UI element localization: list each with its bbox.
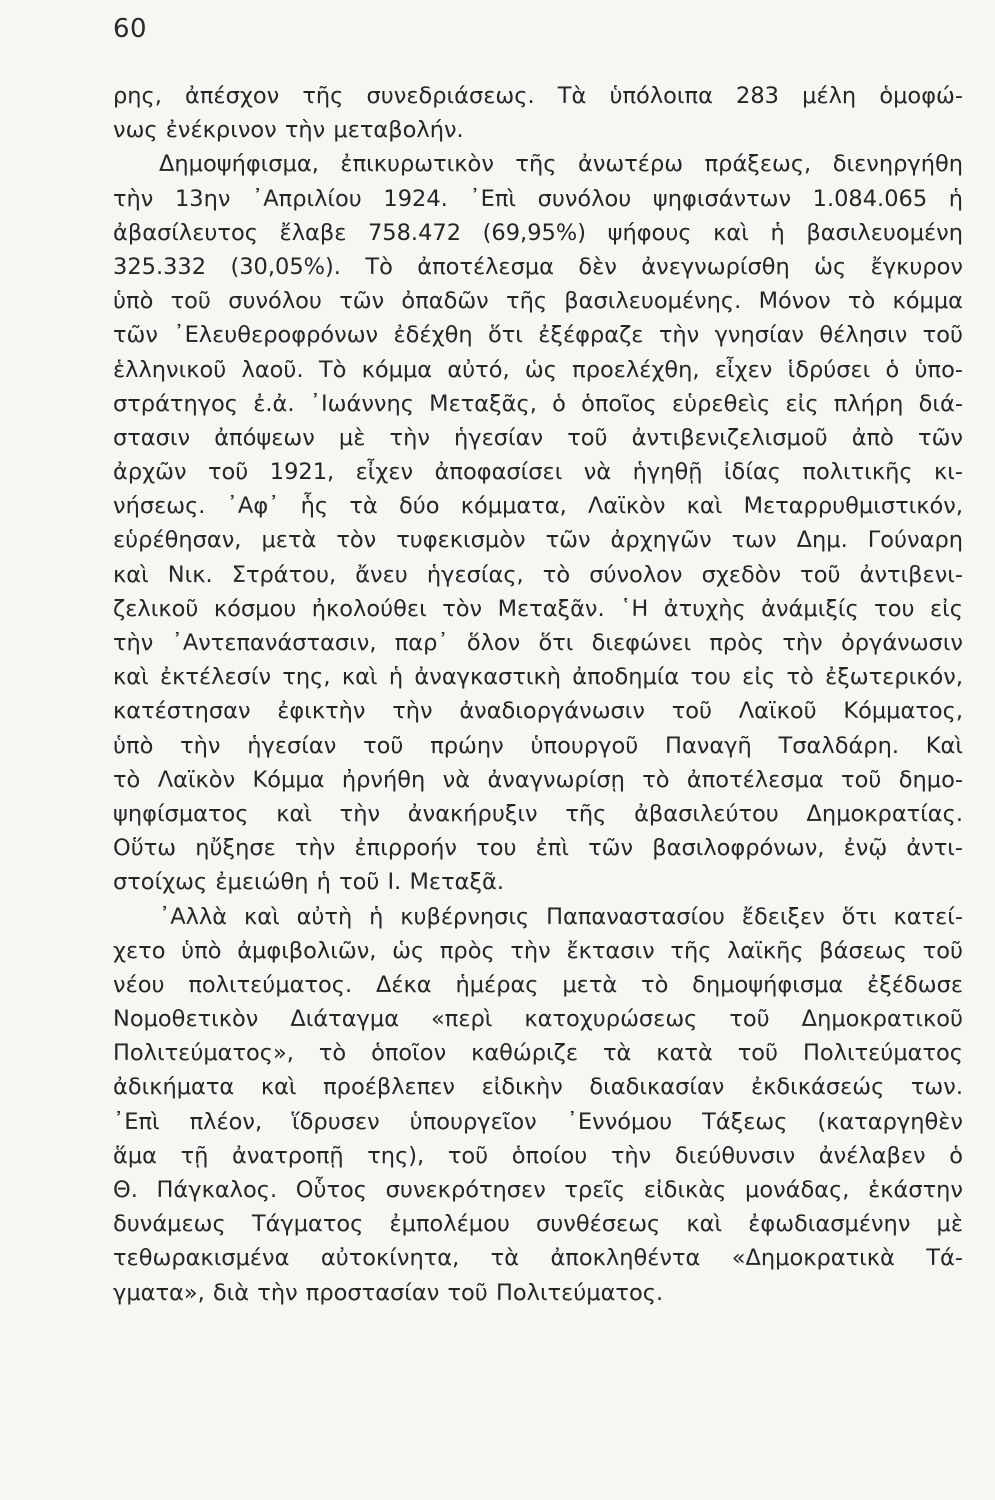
text-line: τῶν ᾿Ελευθεροφρόνων ἐδέχθη ὅτι ἐξέφραζε τὴν γνησίαν θέλησιν τοῦ bbox=[113, 322, 963, 349]
text-line: ψηφίσματος καὶ τὴν ἀνακήρυξιν τῆς ἀβασιλεύτου Δημοκρατίας. bbox=[113, 800, 963, 827]
text-line: Οὕτω ηὔξησε τὴν ἐπιρροήν του ἐπὶ τῶν βασιλοφρόνων, ἐνῷ ἀντι- bbox=[113, 835, 963, 862]
text-line: ᾿Επὶ πλέον, ἵδρυσεν ὑπουργεῖον ᾿Εννόμου Τάξεως (καταργηθὲν bbox=[113, 1108, 963, 1135]
page-number: 60 bbox=[113, 14, 148, 44]
text-line: Θ. Πάγκαλος. Οὗτος συνεκρότησεν τρεῖς εἰδικὰς μονάδας, ἑκάστην bbox=[113, 1177, 963, 1203]
body-text bbox=[113, 79, 963, 1310]
text-line: καὶ ἐκτέλεσίν της, καὶ ἡ ἀναγκαστικὴ ἀποδημία του εἰς τὸ ἐξωτερικόν, bbox=[113, 664, 963, 691]
text-line: ὑπὸ τοῦ συνόλου τῶν ὀπαδῶν τῆς βασιλευομένης. Μόνον τὸ κόμμα bbox=[113, 288, 963, 315]
text-line: νήσεως. ᾿Αφ᾿ ἧς τὰ δύο κόμματα, Λαϊκὸν καὶ Μεταρρυθμιστικόν, bbox=[113, 493, 963, 520]
text-line: στοίχως ἐμειώθη ἡ τοῦ Ι. Μεταξᾶ. bbox=[113, 869, 504, 896]
text-line: τὸ Λαϊκὸν Κόμμα ἠρνήθη νὰ ἀναγνωρίσῃ τὸ ἀποτέλεσμα τοῦ δημο- bbox=[113, 766, 963, 793]
text-line: τὴν ᾿Αντεπανάστασιν, παρ᾿ ὅλον ὅτι διεφώνει πρὸς τὴν ὀργάνωσιν bbox=[113, 630, 963, 656]
text-line: ἅμα τῇ ἀνατροπῇ της), τοῦ ὁποίου τὴν διεύθυνσιν ἀνέλαβεν ὁ bbox=[113, 1142, 963, 1169]
text-line: 325.332 (30,05%). Τὸ ἀποτέλεσμα δὲν ἀνεγνωρίσθη ὡς ἔγκυρον bbox=[113, 253, 963, 280]
text-line: γματα», διὰ τὴν προστασίαν τοῦ Πολιτεύματος. bbox=[113, 1279, 664, 1306]
text-line: ἀβασίλευτος ἔλαβε 758.472 (69,95%) ψήφους καὶ ἡ βασιλευομένη bbox=[113, 219, 963, 246]
text-line: Δημοψήφισμα, ἐπικυρωτικὸν τῆς ἀνωτέρω πράξεως, διενηργήθη bbox=[159, 151, 963, 178]
text-line: ρης, ἀπέσχον τῆς συνεδριάσεως. Τὰ ὑπόλοιπα 283 μέλη ὁμοφώ- bbox=[113, 83, 963, 109]
text-line: ᾿Αλλὰ καὶ αὐτὴ ἡ κυβέρνησις Παπαναστασίου ἔδειξεν ὅτι κατεί- bbox=[159, 903, 963, 930]
text-line: χετο ὑπὸ ἀμφιβολιῶν, ὡς πρὸς τὴν ἔκτασιν τῆς λαϊκῆς βάσεως τοῦ bbox=[113, 937, 963, 964]
text-line: ἑλληνικοῦ λαοῦ. Τὸ κόμμα αὐτό, ὡς προελέχθη, εἶχεν ἱδρύσει ὁ ὑπο- bbox=[113, 356, 963, 383]
text-line: τεθωρακισμένα αὐτοκίνητα, τὰ ἀποκληθέντα «Δημοκρατικὰ Τά- bbox=[113, 1245, 963, 1272]
text-line: ζελικοῦ κόσμου ἠκολούθει τὸν Μεταξᾶν. ῾Η ἀτυχὴς ἀνάμιξίς του εἰς bbox=[113, 595, 963, 622]
text-line: νέου πολιτεύματος. Δέκα ἡμέρας μετὰ τὸ δημοψήφισμα ἐξέδωσε bbox=[113, 971, 963, 998]
text-line: εὑρέθησαν, μετὰ τὸν τυφεκισμὸν τῶν ἀρχηγῶν των Δημ. Γούναρη bbox=[113, 527, 963, 554]
text-line: τὴν 13ην ᾿Απριλίου 1924. ᾿Επὶ συνόλου ψηφισάντων 1.084.065 ἡ bbox=[113, 185, 963, 212]
text-line: ἀδικήματα καὶ προέβλεπεν εἰδικὴν διαδικασίαν ἐκδικάσεώς των. bbox=[113, 1074, 963, 1101]
text-line: καὶ Νικ. Στράτου, ἄνευ ἡγεσίας, τὸ σύνολον σχεδὸν τοῦ ἀντιβενι- bbox=[113, 561, 963, 588]
text-line: κατέστησαν ἐφικτὴν τὴν ἀναδιοργάνωσιν τοῦ Λαϊκοῦ Κόμματος, bbox=[113, 698, 963, 725]
text-line: νως ἐνέκρινον τὴν μεταβολήν. bbox=[113, 117, 464, 144]
text-line: Πολιτεύματος», τὸ ὁποῖον καθώριζε τὰ κατὰ τοῦ Πολιτεύματος bbox=[113, 1040, 963, 1067]
text-line: ὑπὸ τὴν ἡγεσίαν τοῦ πρώην ὑπουργοῦ Παναγῆ Τσαλδάρη. Καὶ bbox=[113, 732, 963, 759]
text-line: δυνάμεως Τάγματος ἐμπολέμου συνθέσεως καὶ ἐφωδιασμένην μὲ bbox=[113, 1211, 963, 1238]
text-line: Νομοθετικὸν Διάταγμα «περὶ κατοχυρώσεως τοῦ Δημοκρατικοῦ bbox=[113, 1006, 963, 1033]
text-line: στράτηγος ἐ.ἀ. ᾿Ιωάννης Μεταξᾶς, ὁ ὁποῖος εὑρεθεὶς εἰς πλήρη διά- bbox=[113, 390, 963, 417]
text-line: στασιν ἀπόψεων μὲ τὴν ἡγεσίαν τοῦ ἀντιβενιζελισμοῦ ἀπὸ τῶν bbox=[113, 424, 963, 451]
text-line: ἀρχῶν τοῦ 1921, εἶχεν ἀποφασίσει νὰ ἡγηθῇ ἰδίας πολιτικῆς κι- bbox=[113, 459, 963, 486]
